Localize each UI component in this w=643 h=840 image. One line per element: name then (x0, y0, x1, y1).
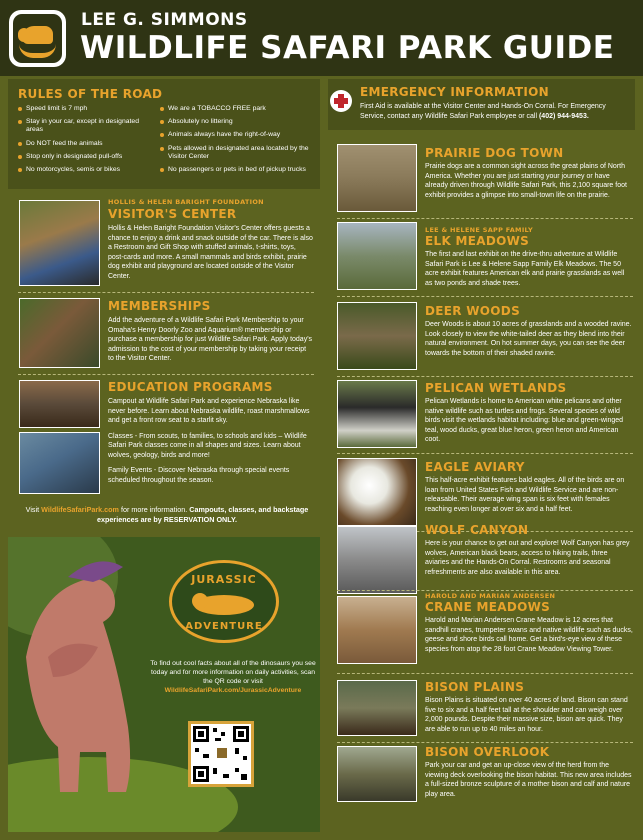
jurassic-body: To find out cool facts about all of the dinosaurs you see today and for more information on daily activities, scan the QR code or visit (150, 660, 316, 685)
exhibit-body: Here is your chance to get out and explore! Wolf Canyon has grey wolves, American black bears, access to hiking trails, three aviaries and the Hands-On Corral. Restrooms and seasonal refreshments are also available in this area. (425, 540, 630, 576)
exhibit-kicker: HAROLD AND MARIAN ANDERSEN (425, 592, 556, 600)
exhibit-title: ELK MEADOWS (425, 234, 530, 248)
education-section (108, 380, 313, 485)
triceratops-icon (172, 589, 276, 619)
exhibit-pelican-wetlands (425, 381, 633, 445)
bison-plains-photo (337, 680, 417, 736)
divider (337, 673, 633, 674)
exhibit-deer-woods (425, 304, 633, 358)
qr-code[interactable] (188, 721, 254, 787)
visitor-center-body: Hollis & Helen Baright Foundation Visitor's Center offers guests a chance to enjoy a drink and snack outside of the car. There is also a Restroom and Gift Shop with stuffed animals, t-shirts, toys, post-cards and more. A small mammals and birds exhibit, prairie dog exhibit and playground are located outside of the Visitor Center. (108, 225, 313, 280)
education-family-events: Family Events - Discover Nebraska through special events scheduled throughout the season. (108, 467, 290, 484)
exhibit-title: WOLF CANYON (425, 523, 529, 537)
reservation-note: Campouts, classes, and backstage experiences are by RESERVATION ONLY. (97, 505, 309, 524)
emergency-title: EMERGENCY INFORMATION (360, 85, 549, 99)
divider (337, 453, 633, 454)
rule-item: Stay in your car, except in designated areas (18, 118, 148, 134)
exhibit-body: Prairie dogs are a common sight across the great plains of North America. Whether you are just starting your journey or have already driven through Wildlife Safari Park, this 2,100 square foot exhibit provides a glimpse into small-town life on the prairie. (425, 163, 627, 199)
page-title: WILDLIFE SAFARI PARK GUIDE (80, 30, 615, 66)
website-link[interactable]: WildlifeSafariPark.com (41, 505, 119, 514)
exhibit-prairie-dog (425, 146, 633, 200)
emergency-section (360, 85, 630, 121)
divider (18, 374, 314, 375)
exhibit-body: Deer Woods is about 10 acres of grasslands and a wooded ravine. Look closely to view the white-tailed deer as they blend into their natural environment. On hot summer days, you can see the deer towards the bottom of their shaded ravine. (425, 321, 632, 357)
jurassic-badge-top: JURASSIC (191, 573, 257, 586)
visit-pre: Visit (25, 505, 42, 514)
exhibit-body: Pelican Wetlands is home to American white pelicans and other native wildlife such as turtles and frogs. Several species of wild birds visit the wetlands habitat including: blue and green-winged teal, wood ducks, great blue heron, green heron and American coot. (425, 398, 624, 443)
exhibit-title: EAGLE AVIARY (425, 460, 525, 474)
exhibit-body: The first and last exhibit on the drive-thru adventure at Wildlife Safari Park is Lee & Helene Sapp Family Elk Meadows. The 50 acre exhibit features American elk and prairie grasslands as well as two ponds and shade trees. (425, 251, 625, 287)
pelican-photo (337, 380, 417, 448)
bison-overlook-photo (337, 746, 417, 802)
divider (337, 590, 633, 591)
emergency-phone[interactable]: (402) 944-9453. (538, 112, 589, 120)
rule-item: Animals always have the right-of-way (160, 131, 310, 139)
visitor-center-section (108, 198, 313, 281)
exhibit-body: Bison Plains is situated on over 40 acres of land. Bison can stand five to six and a half feet tall at the shoulder and can weigh over 2,000 pounds. Despite their massive size, bison are quick. They are able to run up to 40 miles an hour. (425, 697, 628, 733)
exhibit-body: This half-acre exhibit features bald eagles. All of the birds are on loan from United States Fish and Wildlife Service and are non-releasable. Their average wing span is six feet with females reaching even longer at over six and a half feet. (425, 477, 625, 513)
exhibit-title: BISON OVERLOOK (425, 745, 550, 759)
exhibit-crane-meadows (425, 592, 633, 654)
prairie-dog-photo (337, 144, 417, 212)
rule-item: Pets allowed in designated area located by the Visitor Center (160, 145, 310, 161)
campout-photo (19, 380, 100, 428)
emergency-body: First Aid is available at the Visitor Center and Hands-On Corral. For Emergency Service, contact any Wildlife Safari Park employee or call (402) 944-9453. (360, 103, 606, 120)
rules-title: RULES OF THE ROAD (18, 87, 163, 101)
rule-item: We are a TOBACCO FREE park (160, 105, 310, 113)
exhibit-body: Harold and Marian Andersen Crane Meadow is 12 acres that sandhill cranes, trumpeter swans and native wildlife such as ducks, geese and shore birds call home. Get a bird's-eye view of these species from atop the 28 foot Crane Meadow Viewing Tower. (425, 617, 633, 653)
visitor-center-photo (19, 200, 100, 286)
visitor-center-title: VISITOR'S CENTER (108, 207, 237, 221)
exhibit-eagle-aviary (425, 460, 633, 514)
divider (337, 742, 633, 743)
rule-item: Speed limit is 7 mph (18, 105, 148, 113)
visit-note (18, 505, 316, 525)
bison-logo (9, 10, 66, 67)
divider (337, 218, 633, 219)
jurassic-badge-bottom: ADVENTURE (185, 621, 263, 632)
jurassic-adventure-logo (169, 560, 279, 643)
divider (337, 376, 633, 377)
memberships-section (108, 299, 313, 364)
exhibit-title: DEER WOODS (425, 304, 521, 318)
deer-photo (337, 302, 417, 370)
rule-item: Do NOT feed the animals (18, 140, 148, 148)
wolf-photo (337, 526, 417, 594)
crane-photo (337, 596, 417, 664)
exhibit-elk-meadows (425, 226, 633, 288)
divider (18, 292, 314, 293)
page-header (0, 0, 643, 76)
exhibit-bison-plains (425, 680, 633, 734)
memberships-body: Add the adventure of a Wildlife Safari Park Membership to your Omaha's Henry Doorly Zoo and Aquarium® membership or purchase a membership for just Wildlife Safari Park. Apply today's admission to the cost of your membership by taking your receipt to the Visitor Center. (108, 317, 313, 362)
memberships-title: MEMBERSHIPS (108, 299, 211, 313)
first-aid-icon (330, 90, 352, 112)
exhibit-wolf-canyon (425, 523, 633, 577)
rule-item: Stop only in designated pull-offs (18, 153, 148, 161)
eagle-photo (337, 458, 417, 526)
visitor-center-kicker: HOLLIS & HELEN BARIGHT FOUNDATION (108, 198, 264, 206)
rule-item: No motorcycles, semis or bikes (18, 166, 148, 174)
education-classes: Classes - From scouts, to families, to schools and kids – Wildlife Safari Park classes come in all shapes and sizes. Learn about wolves, geology, birds and more! (108, 432, 307, 459)
rule-item: No passengers or pets in bed of pickup trucks (160, 166, 310, 174)
exhibit-title: CRANE MEADOWS (425, 600, 551, 614)
rules-list-b (160, 105, 310, 179)
memberships-photo (19, 298, 100, 368)
exhibit-title: PELICAN WETLANDS (425, 381, 567, 395)
rule-item: Absolutely no littering (160, 118, 310, 126)
exhibit-title: BISON PLAINS (425, 680, 525, 694)
exhibit-kicker: LEE & HELENE SAPP FAMILY (425, 226, 533, 234)
jurassic-link[interactable]: WildlifeSafariPark.com/JurassicAdventure (164, 687, 302, 694)
park-name: LEE G. SIMMONS (81, 10, 248, 30)
divider (337, 296, 633, 297)
visit-mid: for more information. (118, 505, 190, 514)
exhibit-body: Park your car and get an up-close view of the herd from the viewing deck overlooking the bison habitat. This new area includes a full-sized bronze sculpture of a mother bison and calf and nature play area. (425, 762, 632, 798)
exhibit-title: PRAIRIE DOG TOWN (425, 146, 564, 160)
jurassic-info (148, 659, 318, 695)
elk-photo (337, 222, 417, 290)
education-campout: Campout at Wildlife Safari Park and experience Nebraska like never before. Learn about Nebraska wildlife, roast marshmallows and get a front row seat to a starlit sky. (108, 398, 310, 424)
education-title: EDUCATION PROGRAMS (108, 380, 273, 394)
rules-list-a (18, 105, 148, 179)
exhibit-bison-overlook (425, 745, 633, 799)
class-photo (19, 432, 100, 494)
